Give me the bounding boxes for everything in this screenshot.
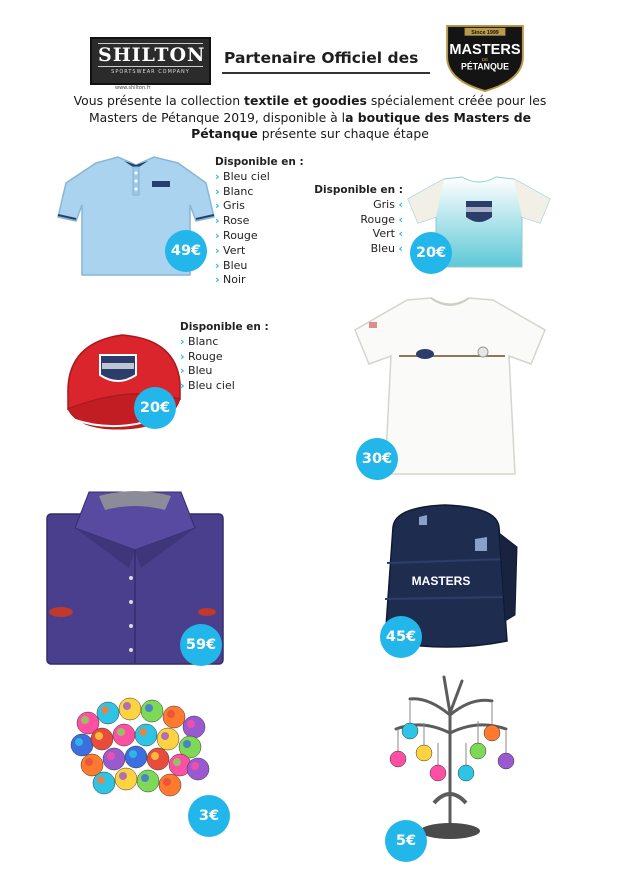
chevron-right-icon: ›: [215, 243, 220, 257]
chevron-right-icon: ›: [215, 169, 220, 183]
keychain-ball: [430, 765, 446, 781]
keychain-ball: [470, 743, 486, 759]
chevron-left-icon: ‹: [398, 227, 403, 241]
price-badge: 59€: [180, 624, 222, 666]
intro-bold-1: textile et goodies: [244, 93, 367, 108]
ball: [125, 746, 147, 768]
available-title: Disponible en :: [215, 156, 304, 168]
chevron-right-icon: ›: [180, 334, 185, 348]
list-item: › Rouge: [215, 228, 258, 242]
ball-pattern: [145, 704, 153, 712]
partner-title-underline: [222, 72, 430, 74]
list-item: Vert ‹: [372, 227, 403, 241]
intro-text-1: Vous présente la collection: [73, 93, 245, 108]
ball-pattern: [81, 716, 89, 724]
bouncing-balls-image: [68, 695, 218, 805]
list-item: › Noir: [215, 273, 246, 287]
list-item: › Bleu: [215, 258, 248, 272]
list-item: › Rouge: [180, 349, 223, 363]
shilton-logo: [90, 37, 211, 85]
ball-pattern: [119, 772, 127, 780]
chevron-right-icon: ›: [215, 258, 220, 272]
ball: [119, 698, 141, 720]
tshirt-blue-colors-list: [300, 183, 403, 257]
ball-pattern: [97, 776, 105, 784]
intro-paragraph: [60, 93, 560, 143]
intro-text-2: spécialement créée pour les Masters de Pétanque 2019, disponible à l: [88, 93, 547, 125]
list-item: › Bleu ciel: [215, 169, 270, 183]
ball: [97, 702, 119, 724]
price-badge: 49€: [165, 230, 207, 272]
price-badge: 45€: [380, 616, 422, 658]
chevron-left-icon: ‹: [398, 212, 403, 226]
list-item: › Vert: [215, 243, 246, 257]
ball: [93, 772, 115, 794]
ball: [147, 748, 169, 770]
masters-logo-name: MASTERS: [449, 42, 521, 59]
ball: [115, 768, 137, 790]
ball-pattern: [163, 778, 171, 786]
ball: [113, 724, 135, 746]
ball-pattern: [183, 740, 191, 748]
ball-pattern: [95, 732, 103, 740]
list-item: › Blanc: [215, 184, 254, 198]
keychain-ball: [416, 745, 432, 761]
ball: [159, 774, 181, 796]
ball-pattern: [85, 758, 93, 766]
price-badge: 30€: [356, 438, 398, 480]
cap-colors-list: [180, 320, 269, 394]
ball-pattern: [151, 752, 159, 760]
keychain-ball: [498, 753, 514, 769]
keychain-ball: [402, 723, 418, 739]
chevron-right-icon: ›: [215, 199, 220, 213]
list-item: › Rose: [215, 214, 250, 228]
price-badge: 20€: [134, 387, 176, 429]
ball-pattern: [129, 750, 137, 758]
keychain-ball: [484, 725, 500, 741]
chevron-right-icon: ›: [215, 214, 220, 228]
chevron-left-icon: ‹: [398, 242, 403, 256]
masters-logo-petanque: PÉTANQUE: [461, 61, 509, 72]
keychain-ball: [390, 751, 406, 767]
list-item: Rouge ‹: [360, 212, 403, 226]
ball-pattern: [139, 728, 147, 736]
partner-title: Partenaire Officiel des: [224, 49, 419, 67]
price-badge: 5€: [385, 820, 427, 862]
ball-pattern: [187, 720, 195, 728]
ball: [157, 728, 179, 750]
chevron-right-icon: ›: [215, 228, 220, 242]
ball-pattern: [107, 752, 115, 760]
ball-pattern: [101, 706, 109, 714]
price-badge: 3€: [188, 795, 230, 837]
list-item: › Blanc: [180, 334, 219, 348]
shilton-logo-subtext: SPORTSWEAR COMPANY: [111, 69, 190, 75]
chevron-right-icon: ›: [180, 349, 185, 363]
ball: [141, 700, 163, 722]
list-item: Bleu ‹: [370, 242, 403, 256]
shilton-url: www.shilton.fr: [115, 85, 151, 91]
ball-pattern: [161, 732, 169, 740]
ball-pattern: [75, 738, 83, 746]
available-title: Disponible en :: [314, 184, 403, 196]
masters-logo-since: Since 1999: [471, 30, 499, 37]
list-item: Gris ‹: [373, 197, 403, 211]
ball: [103, 748, 125, 770]
masters-petanque-logo: [442, 24, 528, 92]
chevron-right-icon: ›: [215, 273, 220, 287]
ball-pattern: [123, 702, 131, 710]
chevron-right-icon: ›: [215, 184, 220, 198]
ball: [91, 728, 113, 750]
backpack-print: MASTERS: [411, 574, 471, 588]
list-item: › Gris: [215, 199, 245, 213]
ball: [183, 716, 205, 738]
shilton-logo-text: SHILTON: [98, 44, 206, 66]
ball: [187, 758, 209, 780]
chevron-right-icon: ›: [180, 379, 185, 393]
keychain-ball: [458, 765, 474, 781]
ball-pattern: [117, 728, 125, 736]
ball: [135, 724, 157, 746]
chevron-left-icon: ‹: [398, 197, 403, 211]
ball: [71, 734, 93, 756]
keychain-tree-image: [382, 673, 518, 843]
intro-bold-2: a boutique des Masters de Pétanque: [191, 109, 532, 141]
ball-pattern: [167, 710, 175, 718]
ball-pattern: [141, 774, 149, 782]
chevron-right-icon: ›: [180, 364, 185, 378]
list-item: › Bleu: [180, 364, 213, 378]
polo-colors-list: [215, 155, 304, 288]
list-item: › Bleu ciel: [180, 379, 235, 393]
intro-text-3: présente sur chaque étape: [257, 126, 429, 141]
ball-pattern: [191, 762, 199, 770]
ball: [137, 770, 159, 792]
price-badge: 20€: [410, 232, 452, 274]
ball: [163, 706, 185, 728]
masters-logo-de: DE: [481, 57, 489, 63]
ball-pattern: [173, 758, 181, 766]
available-title: Disponible en :: [180, 321, 269, 333]
